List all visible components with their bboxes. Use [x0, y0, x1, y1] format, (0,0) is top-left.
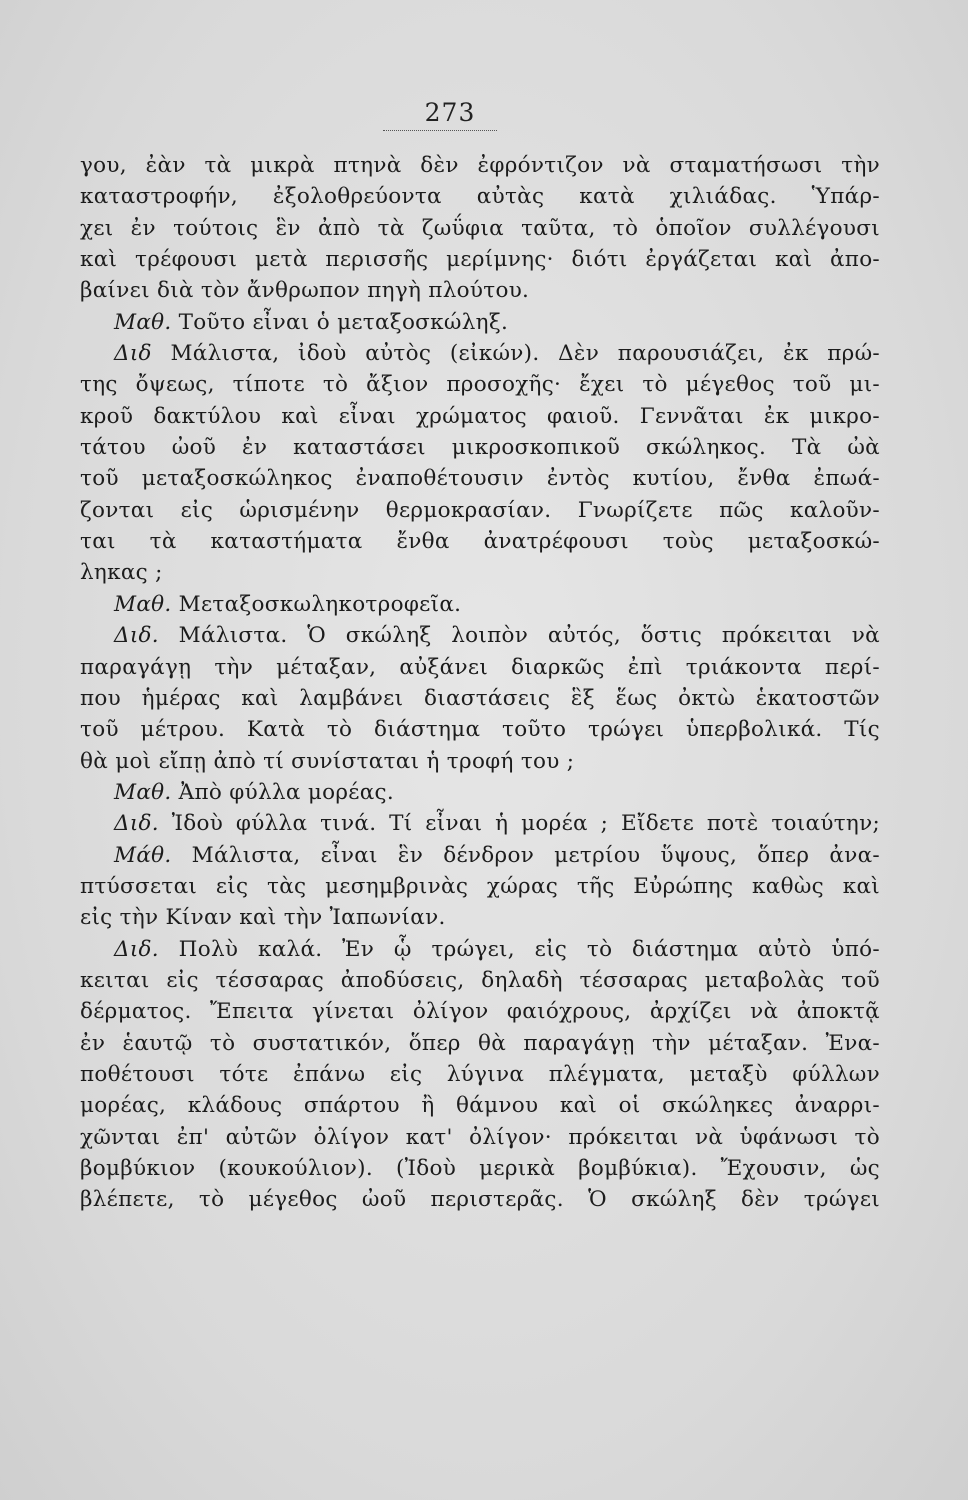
line-text: βλέπετε, τὸ μέγεθος ὠοῦ περιστερᾶς. Ὁ σκώληξ δὲν τρώγει: [80, 1187, 880, 1213]
line-text: ποθέτουσι τότε ἐπάνω εἰς λύγινα πλέγματα, μεταξὺ φύλλων: [80, 1061, 880, 1087]
text-line: [80, 683, 880, 714]
line-text: χει ἐν τούτοις ἓν ἀπὸ τὰ ζωΰφια ταῦτα, τὸ ὁποῖον συλλέγουσι: [80, 215, 880, 241]
text-line: [80, 620, 880, 651]
text-line: [80, 1122, 880, 1153]
line-text: Τοῦτο εἶναι ὁ μεταξοσκώληξ.: [171, 309, 509, 335]
text-line: [80, 996, 880, 1027]
line-text: παραγάγῃ τὴν μέταξαν, αὐξάνει διαρκῶς ἐπὶ τριάκοντα περί-: [80, 654, 880, 680]
line-text: τοῦ μέτρου. Κατὰ τὸ διάστημα τοῦτο τρώγει ὑπερβολικά. Τίς: [80, 717, 880, 743]
line-text: Μάλιστα, εἶναι ἓν δένδρον μετρίου ὕψους, ὅπερ ἀνα-: [171, 842, 880, 868]
line-text: κροῦ δακτύλου καὶ εἶναι χρώματος φαιοῦ. Γεννᾶται ἐκ μικρο-: [80, 403, 880, 429]
speaker-label: Μαθ.: [114, 779, 172, 805]
line-text: κειται εἰς τέσσαρας ἀποδύσεις, δηλαδὴ τέσσαρας μεταβολὰς τοῦ: [80, 967, 880, 993]
speaker-label: Μαθ.: [114, 309, 172, 335]
text-line: [80, 777, 880, 808]
text-line: [80, 369, 880, 400]
line-text: πτύσσεται εἰς τὰς μεσημβρινὰς χώρας τῆς Εὐρώπης καθὼς καὶ: [80, 873, 880, 899]
line-text: ληκας ;: [80, 560, 163, 586]
text-line: [80, 871, 880, 902]
text-line: [80, 244, 880, 275]
text-line: [80, 307, 880, 338]
header-rule: [383, 130, 497, 131]
line-text: τάτου ὠοῦ ἐν καταστάσει μικροσκοπικοῦ σκώληκος. Τὰ ὠὰ: [80, 435, 880, 461]
line-text: Ἀπὸ φύλλα μορέας.: [171, 779, 395, 805]
line-text: μορέας, κλάδους σπάρτου ἢ θάμνου καὶ οἱ σκώληκες ἀναρρι-: [80, 1093, 880, 1119]
speaker-label: Διδ.: [114, 623, 159, 649]
line-text: ται τὰ καταστήματα ἔνθα ἀνατρέφουσι τοὺς μεταξοσκώ-: [80, 529, 880, 555]
line-text: Ἰδοὺ φύλλα τινά. Τί εἶναι ἡ μορέα ; Εἴδετε ποτὲ τοιαύτην;: [158, 811, 880, 837]
line-text: τοῦ μεταξοσκώληκος ἐναποθέτουσιν ἐντὸς κυτίου, ἔνθα ἐπωά-: [80, 466, 880, 492]
line-text: της ὄψεως, τίποτε τὸ ἄξιον προσοχῆς· ἔχει τὸ μέγεθος τοῦ μι-: [80, 372, 880, 398]
line-text: Μάλιστα. Ὁ σκώληξ λοιπὸν αὐτός, ὅστις πρόκειται νὰ: [158, 623, 880, 649]
text-line: [80, 746, 880, 777]
page-number: 273: [424, 98, 476, 127]
text-line: [80, 965, 880, 996]
text-line: [80, 150, 880, 181]
text-line: [80, 526, 880, 557]
line-text: Μεταξοσκωληκοτροφεῖα.: [171, 591, 462, 617]
line-text: καταστροφήν, ἐξολοθρεύοντα αὐτὰς κατὰ χιλιάδας. Ὑπάρ-: [80, 184, 880, 210]
text-line: [80, 1090, 880, 1121]
line-text: βομβύκιον (κουκούλιον). (Ἰδοὺ μερικὰ βομβύκια). Ἔχουσιν, ὡς: [80, 1156, 880, 1181]
speaker-label: Διδ.: [114, 811, 159, 837]
text-line: [80, 840, 880, 871]
text-line: [80, 401, 880, 432]
text-line: [80, 652, 880, 683]
text-line: [80, 808, 880, 839]
line-text: που ἡμέρας καὶ λαμβάνει διαστάσεις ἓξ ἕως ὀκτὼ ἑκατοστῶν: [80, 685, 880, 711]
text-line: [80, 902, 880, 933]
line-text: βαίνει διὰ τὸν ἄνθρωπον πηγὴ πλούτου.: [80, 278, 530, 304]
text-line: [80, 213, 880, 244]
text-line: [80, 589, 880, 620]
text-line: [80, 1059, 880, 1090]
text-line: [80, 1184, 880, 1215]
text-line: [80, 432, 880, 463]
line-text: εἰς τὴν Κίναν καὶ τὴν Ἰαπωνίαν.: [80, 905, 446, 931]
speaker-label: Μάθ.: [114, 842, 172, 868]
body-text: [80, 150, 880, 1216]
text-line: [80, 338, 880, 369]
text-line: [80, 1153, 880, 1184]
line-text: Πολὺ καλά. Ἐν ᾧ τρώγει, εἰς τὸ διάστημα αὐτὸ ὑπό-: [158, 936, 880, 962]
line-text: Μάλιστα, ἰδοὺ αὐτὸς (εἰκών). Δὲν παρουσιάζει, ἐκ πρώ-: [151, 341, 880, 367]
text-line: [80, 557, 880, 588]
text-line: [80, 275, 880, 306]
text-line: [80, 714, 880, 745]
text-line: [80, 495, 880, 526]
speaker-label: Μαθ.: [114, 591, 172, 617]
line-text: θὰ μοὶ εἴπῃ ἀπὸ τί συνίσταται ἡ τροφή του ;: [80, 748, 575, 774]
text-line: [80, 181, 880, 212]
line-text: γου, ἐὰν τὰ μικρὰ πτηνὰ δὲν ἐφρόντιζον νὰ σταματήσωσι τὴν: [80, 153, 880, 178]
line-text: καὶ τρέφουσι μετὰ περισσῆς μερίμνης· διότι ἐργάζεται καὶ ἀπο-: [80, 247, 880, 273]
text-line: [80, 463, 880, 494]
line-text: ζονται εἰς ὡρισμένην θερμοκρασίαν. Γνωρίζετε πῶς καλοῦν-: [80, 497, 880, 523]
line-text: ἐν ἑαυτῷ τὸ συστατικόν, ὅπερ θὰ παραγάγῃ τὴν μέταξαν. Ἐνα-: [80, 1030, 880, 1056]
speaker-label: Διδ.: [114, 936, 159, 962]
line-text: χῶνται ἐπ' αὐτῶν ὀλίγον κατ' ὀλίγον· πρόκειται νὰ ὑφάνωσι τὸ: [80, 1124, 880, 1150]
text-line: [80, 934, 880, 965]
speaker-label: Διδ: [114, 341, 152, 367]
line-text: δέρματος. Ἔπειτα γίνεται ὀλίγον φαιόχρους, ἀρχίζει νὰ ἀποκτᾷ: [80, 999, 880, 1025]
text-line: [80, 1028, 880, 1059]
